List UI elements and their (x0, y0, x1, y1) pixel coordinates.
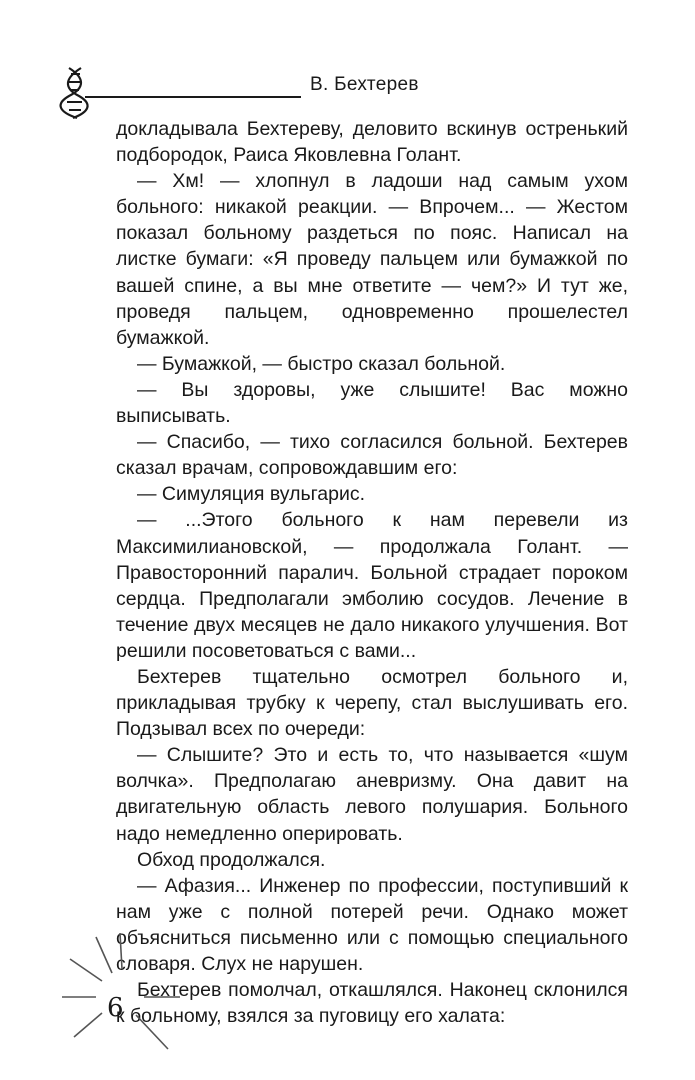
paragraph: — Бумажкой, — быстро сказал больной. (137, 352, 506, 375)
paragraph: докладывала Бехтереву, деловито вскинув остренький подбородок, Раиса Яковлевна Голант. (116, 118, 628, 167)
paragraph: Бехтерев тщательно осмотрел больного и, прикладывая трубку к черепу, стал выслушивать его. Подзывал всех по очереди: (116, 665, 628, 741)
paragraph: Обход продолжался. (137, 848, 326, 871)
paragraph: Бехтерев помолчал, откашлялся. Наконец склонился к больному, взялся за пуговицу его халата: (116, 979, 628, 1028)
paragraph: — Вы здоровы, уже слышите! Вас можно выписывать. (116, 378, 628, 428)
paragraph: — Симуляция вульгарис. (137, 483, 366, 506)
sun-rays-icon (60, 925, 190, 1055)
header-author: В. Бехтерев (310, 74, 419, 95)
paragraph: — Слышите? Это и есть то, что называется «шум волчка». Предполагаю аневризму. Она давит на двигательную область левого полушария. Больного надо немедленно оперировать. (116, 744, 628, 845)
paragraph: — ...Этого больного к нам перевели из Максимилиановской, — продолжала Голант. — Правосторонний паралич. Больной страдает пороком сердца. Предполагали эмболию сосудов. Лечение в течение двух месяцев не дало никакого улучшения. Вот решили посоветоваться с вами... (116, 509, 628, 662)
paragraph: — Спасибо, — тихо согласился больной. Бехтерев сказал врачам, сопровождавшим его: (116, 431, 628, 480)
dna-helix-icon (55, 62, 95, 122)
header-rule (85, 96, 301, 98)
paragraph: — Хм! — хлопнул в ладоши над самым ухом больного: никакой реакции. — Впрочем... — Жестом показал больному раздеться по пояс. Написал на листке бумаги: «Я проведу пальцем или бумажкой по вашей спине, а вы мне ответите — чем?» И тут же, проведя пальцем, одновременно прошелестел бумажкой. (116, 170, 628, 349)
running-header (55, 62, 419, 122)
body-text (116, 116, 628, 1029)
paragraph: — Афазия... Инженер по профессии, поступивший к нам уже с полной потерей речи. Однако может объясниться письменно или с помощью специального словаря. Слух не нарушен. (116, 874, 628, 975)
page-number: 6 (107, 993, 124, 1023)
